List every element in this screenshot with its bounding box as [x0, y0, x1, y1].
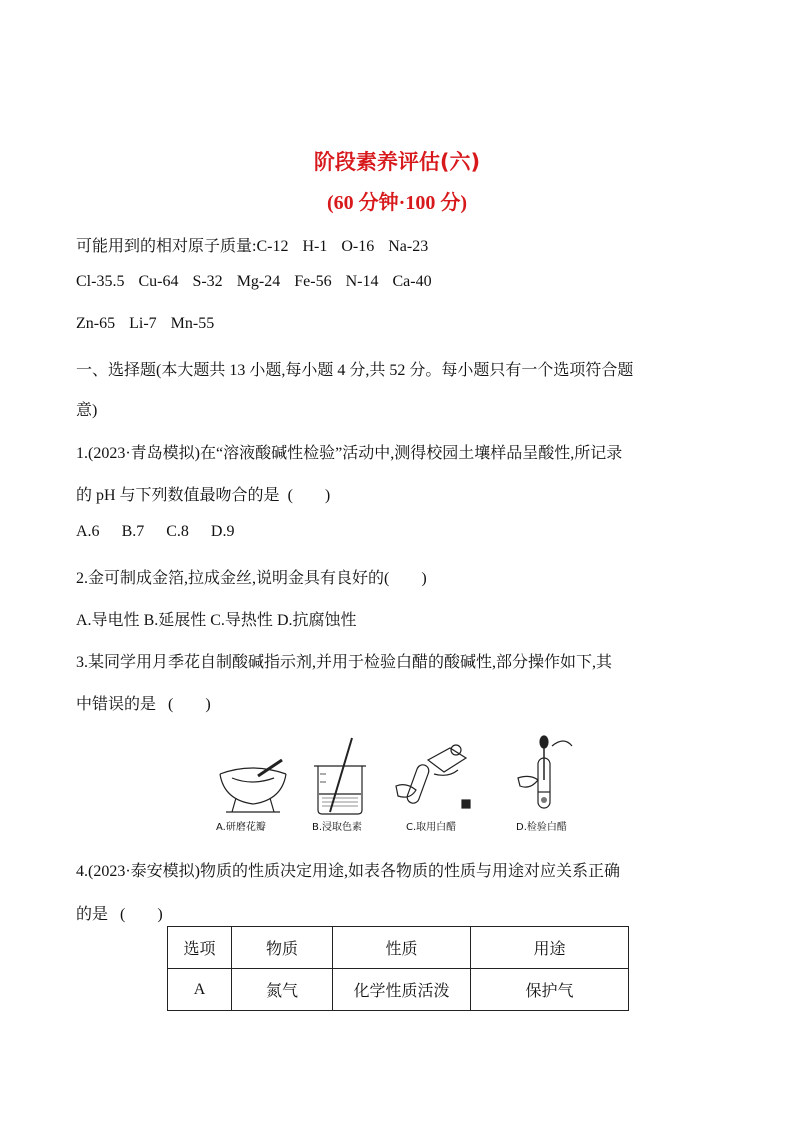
mass-item: Mn-55 [170, 315, 215, 332]
q1-stem-line-1: 1.(2023·青岛模拟)在“溶液酸碱性检验”活动中,测得校园土壤样品呈酸性,所记录 [76, 445, 623, 462]
answer-paren: ( ) [168, 696, 211, 713]
mass-item: Na-23 [388, 238, 429, 255]
mass-item: N-14 [345, 273, 379, 290]
atomic-mass-intro: 可能用到的相对原子质量: [76, 238, 257, 255]
atomic-mass-row-2 [76, 273, 446, 291]
mass-item: O-16 [341, 238, 375, 255]
table-header-cell: 用途 [471, 927, 629, 969]
figure-caption-d: D.检验白醋 [516, 822, 567, 833]
table-cell: 氮气 [232, 969, 333, 1011]
mass-item: H-1 [302, 238, 328, 255]
q1-option-b: B.7 [121, 523, 145, 540]
mass-item: Li-7 [129, 315, 157, 332]
q2-stem [76, 565, 427, 588]
table-cell: 保护气 [471, 969, 629, 1011]
q1-stem-text: 的 pH 与下列数值最吻合的是 [76, 487, 280, 504]
table-cell: A [168, 969, 232, 1011]
page-subtitle: (60 分钟·100 分) [327, 192, 467, 214]
answer-paren: ( ) [287, 487, 331, 504]
answer-paren: ( ) [384, 570, 427, 587]
q2-option-d: D.抗腐蚀性 [276, 612, 357, 629]
table-row [168, 969, 629, 1011]
q2-option-c: C.导热性 [210, 612, 273, 629]
mass-item: Zn-65 [76, 315, 116, 332]
mass-item: C-12 [256, 238, 289, 255]
q1-option-c: C.8 [166, 523, 189, 540]
q3-stem-line-1: 3.某同学用月季花自制酸碱指示剂,并用于检验白醋的酸碱性,部分操作如下,其 [76, 654, 613, 671]
mass-item: Cu-64 [138, 273, 179, 290]
figure-caption-c: C.取用白醋 [406, 822, 457, 833]
q4-stem-line-2 [76, 901, 163, 924]
q4-stem-line-1: 4.(2023·泰安模拟)物质的性质决定用途,如表各物质的性质与用途对应关系正确 [76, 863, 620, 880]
q3-stem-line-2 [76, 691, 211, 714]
atomic-mass-row-1 [76, 233, 442, 256]
q2-option-a: A.导电性 [76, 612, 140, 629]
figure-caption-b: B.浸取色素 [312, 822, 363, 833]
mass-item: Cl-35.5 [76, 273, 125, 290]
mass-item: Ca-40 [392, 273, 432, 290]
mass-item: Mg-24 [236, 273, 281, 290]
q1-options [76, 523, 256, 541]
mass-item: Fe-56 [294, 273, 332, 290]
q2-stem-text: 2.金可制成金箔,拉成金丝,说明金具有良好的 [76, 570, 385, 587]
atomic-mass-row-3 [76, 315, 228, 333]
q1-option-d: D.9 [210, 523, 235, 540]
table-header-cell: 物质 [232, 927, 333, 969]
q2-option-b: B.延展性 [143, 612, 207, 629]
answer-paren: ( ) [120, 906, 163, 923]
beaker-illustration [314, 738, 366, 814]
section-heading-line-1: 一、选择题(本大题共 13 小题,每小题 4 分,共 52 分。每小题只有一个选项符合题 [76, 362, 634, 379]
mortar-pestle-illustration [220, 760, 286, 812]
pouring-illustration [396, 745, 470, 808]
table-header-cell: 性质 [333, 927, 471, 969]
q1-option-a: A.6 [76, 523, 100, 540]
q4-table [167, 926, 629, 1011]
section-heading-line-2: 意) [76, 402, 98, 419]
figure-caption-a: A.研磨花瓣 [216, 822, 266, 833]
page-title: 阶段素养评估(六) [313, 150, 481, 174]
q3-figure [212, 734, 584, 834]
mass-item: S-32 [192, 273, 223, 290]
table-header-cell: 选项 [168, 927, 232, 969]
dropper-illustration [518, 736, 572, 808]
q4-stem-text: 的是 [76, 906, 109, 923]
table-cell: 化学性质活泼 [333, 969, 471, 1011]
q1-stem-line-2 [76, 482, 330, 505]
table-header-row [168, 927, 629, 969]
q3-stem-text: 中错误的是 [76, 696, 157, 713]
q2-options [76, 607, 357, 630]
